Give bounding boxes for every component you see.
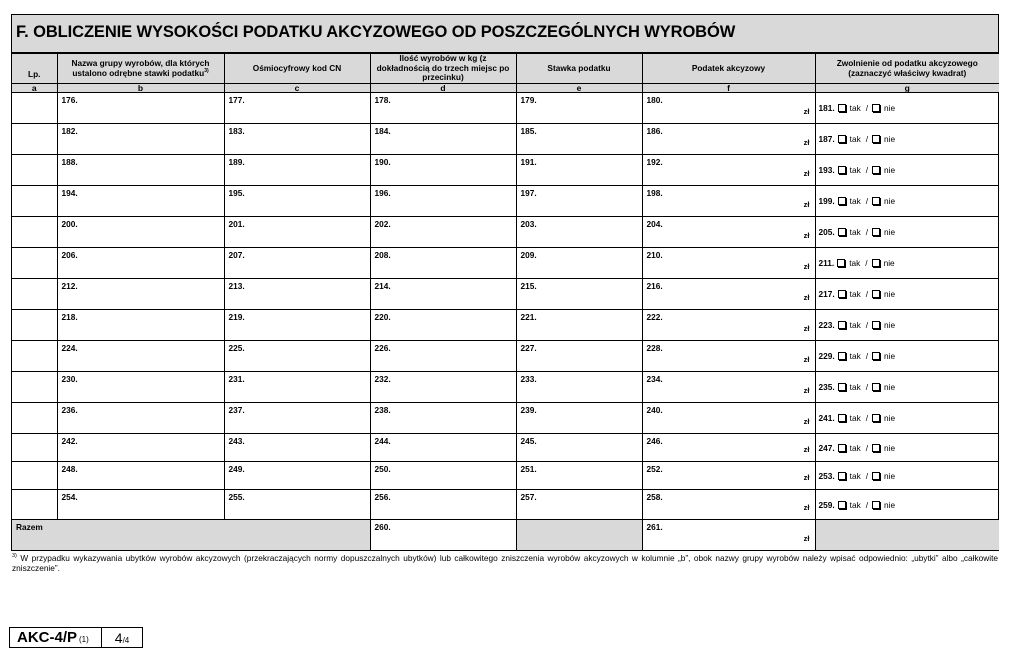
- field-number: 213.: [228, 281, 245, 291]
- checkbox-icon[interactable]: [872, 166, 880, 174]
- field-e[interactable]: [516, 490, 642, 520]
- field-e[interactable]: [516, 310, 642, 341]
- checkbox-icon[interactable]: [838, 352, 846, 360]
- field-c[interactable]: [224, 186, 370, 217]
- field-f[interactable]: [642, 248, 815, 279]
- checkbox-tak[interactable]: tak: [838, 227, 861, 237]
- excise-tax-table: [12, 53, 999, 551]
- lp-cell[interactable]: [12, 372, 57, 403]
- field-number: 204.: [646, 219, 663, 229]
- field-e[interactable]: [516, 434, 642, 462]
- field-number: 209.: [520, 250, 537, 260]
- field-number: 195.: [228, 188, 245, 198]
- header-exemption: Zwolnienie od podatku akcyzowego (zaznaczyć właściwy kwadrat): [815, 54, 999, 84]
- checkbox-icon[interactable]: [838, 166, 846, 174]
- page-number: 4/4: [114, 630, 130, 646]
- field-b[interactable]: [57, 372, 224, 403]
- field-number: 242.: [61, 436, 78, 446]
- field-number: 193.: [818, 165, 835, 175]
- field-e[interactable]: [516, 279, 642, 310]
- checkbox-icon[interactable]: [872, 290, 880, 298]
- table-row: [12, 124, 999, 155]
- field-e[interactable]: [516, 186, 642, 217]
- field-c[interactable]: [224, 279, 370, 310]
- lp-cell[interactable]: [12, 124, 57, 155]
- field-d[interactable]: [370, 93, 516, 124]
- field-g: 247. tak / nie: [815, 434, 999, 462]
- field-number: 225.: [228, 343, 245, 353]
- checkbox-tak[interactable]: tak: [838, 443, 861, 453]
- currency-label: zł: [803, 138, 810, 147]
- field-g: 235. tak / nie: [815, 372, 999, 403]
- checkbox-icon[interactable]: [872, 472, 880, 480]
- field-b[interactable]: [57, 186, 224, 217]
- currency-label: zł: [803, 324, 810, 333]
- field-number: 231.: [228, 374, 245, 384]
- field-g: 193. tak / nie: [815, 155, 999, 186]
- field-number: 241.: [818, 413, 835, 423]
- field-g: 217. tak / nie: [815, 279, 999, 310]
- field-number: 247.: [818, 442, 835, 453]
- field-d[interactable]: [370, 186, 516, 217]
- field-d[interactable]: [370, 462, 516, 490]
- checkbox-tak[interactable]: tak: [838, 320, 861, 330]
- field-g: 187. tak / nie: [815, 124, 999, 155]
- field-d[interactable]: [370, 248, 516, 279]
- checkbox-icon[interactable]: [838, 444, 846, 452]
- lp-cell[interactable]: [12, 490, 57, 520]
- field-g: 223. tak / nie: [815, 310, 999, 341]
- checkbox-icon[interactable]: [838, 414, 846, 422]
- checkbox-icon[interactable]: [872, 104, 880, 112]
- total-label-cell: Razem: [12, 520, 370, 551]
- checkbox-tak[interactable]: tak: [838, 500, 861, 510]
- field-number: 178.: [374, 95, 391, 105]
- field-b[interactable]: [57, 93, 224, 124]
- field-c[interactable]: [224, 93, 370, 124]
- checkbox-icon[interactable]: [872, 228, 880, 236]
- currency-label: zł: [803, 200, 810, 209]
- checkbox-nie[interactable]: nie: [872, 351, 895, 361]
- field-number: 239.: [520, 405, 537, 415]
- header-quantity: Ilość wyrobów w kg (z dokładnością do trzech miejsc po przecinku): [370, 54, 516, 84]
- field-number: 192.: [646, 157, 663, 167]
- column-letter: d: [370, 84, 516, 93]
- field-e[interactable]: [516, 341, 642, 372]
- field-number: 203.: [520, 219, 537, 229]
- checkbox-tak[interactable]: tak: [838, 351, 861, 361]
- field-b[interactable]: [57, 490, 224, 520]
- checkbox-nie[interactable]: nie: [872, 413, 895, 423]
- field-number: 256.: [374, 492, 391, 502]
- lp-cell[interactable]: [12, 403, 57, 434]
- checkbox-nie[interactable]: nie: [872, 320, 895, 330]
- field-f[interactable]: [642, 434, 815, 462]
- field-number: 255.: [228, 492, 245, 502]
- field-c[interactable]: [224, 462, 370, 490]
- checkbox-nie[interactable]: nie: [872, 196, 895, 206]
- field-c[interactable]: [224, 310, 370, 341]
- lp-cell[interactable]: [12, 248, 57, 279]
- checkbox-icon[interactable]: [872, 259, 880, 267]
- field-number: 194.: [61, 188, 78, 198]
- field-number: 230.: [61, 374, 78, 384]
- field-number: 188.: [61, 157, 78, 167]
- currency-label: zł: [803, 231, 810, 240]
- header-cn-code: Ośmiocyfrowy kod CN: [224, 54, 370, 84]
- checkbox-icon[interactable]: [838, 321, 846, 329]
- checkbox-nie[interactable]: nie: [872, 227, 895, 237]
- checkbox-icon[interactable]: [838, 290, 846, 298]
- checkbox-icon[interactable]: [837, 259, 845, 267]
- field-number: 233.: [520, 374, 537, 384]
- field-d[interactable]: [370, 217, 516, 248]
- lp-cell[interactable]: [12, 434, 57, 462]
- field-g: 211. tak / nie: [815, 248, 999, 279]
- field-number: 198.: [646, 188, 663, 198]
- field-f[interactable]: [642, 124, 815, 155]
- field-b[interactable]: [57, 279, 224, 310]
- empty-gray-cell: [815, 520, 999, 551]
- checkbox-icon[interactable]: [838, 197, 846, 205]
- field-number: 248.: [61, 464, 78, 474]
- table-row: [12, 248, 999, 279]
- field-number: 184.: [374, 126, 391, 136]
- checkbox-icon[interactable]: [872, 352, 880, 360]
- table-row: [12, 310, 999, 341]
- field-number: 235.: [818, 382, 835, 392]
- field-g: 229. tak / nie: [815, 341, 999, 372]
- checkbox-icon[interactable]: [838, 135, 846, 143]
- total-row: [12, 520, 999, 551]
- field-e[interactable]: [516, 124, 642, 155]
- field-d[interactable]: [370, 310, 516, 341]
- lp-cell[interactable]: [12, 217, 57, 248]
- field-number: 243.: [228, 436, 245, 446]
- checkbox-icon[interactable]: [838, 383, 846, 391]
- checkbox-icon[interactable]: [872, 501, 880, 509]
- field-number: 257.: [520, 492, 537, 502]
- checkbox-icon[interactable]: [872, 444, 880, 452]
- lp-cell[interactable]: [12, 279, 57, 310]
- field-number: 208.: [374, 250, 391, 260]
- field-number: 212.: [61, 281, 78, 291]
- field-d[interactable]: [370, 403, 516, 434]
- currency-label: zł: [803, 503, 810, 512]
- field-number: 185.: [520, 126, 537, 136]
- field-c[interactable]: [224, 490, 370, 520]
- field-number: 197.: [520, 188, 537, 198]
- field-number: 221.: [520, 312, 537, 322]
- table-row: [12, 186, 999, 217]
- field-f[interactable]: [642, 186, 815, 217]
- field-d[interactable]: [370, 279, 516, 310]
- lp-cell[interactable]: [12, 155, 57, 186]
- field-e[interactable]: [516, 403, 642, 434]
- field-f[interactable]: [642, 462, 815, 490]
- field-c[interactable]: [224, 248, 370, 279]
- checkbox-icon[interactable]: [838, 472, 846, 480]
- header-tax-rate: Stawka podatku: [516, 54, 642, 84]
- column-letter: f: [642, 84, 815, 93]
- field-number: 220.: [374, 312, 391, 322]
- table-row: [12, 217, 999, 248]
- total-tax-field[interactable]: 261. zł: [642, 520, 815, 551]
- form-code-box: [9, 627, 143, 648]
- checkbox-icon[interactable]: [872, 197, 880, 205]
- checkbox-tak[interactable]: tak: [838, 134, 861, 144]
- checkbox-tak[interactable]: tak: [838, 103, 861, 113]
- field-number: 179.: [520, 95, 537, 105]
- field-c[interactable]: [224, 403, 370, 434]
- field-b[interactable]: [57, 434, 224, 462]
- field-number: 191.: [520, 157, 537, 167]
- field-b[interactable]: [57, 310, 224, 341]
- field-number: 236.: [61, 405, 78, 415]
- field-b[interactable]: [57, 248, 224, 279]
- header-lp: Lp.: [12, 54, 57, 84]
- field-b[interactable]: [57, 403, 224, 434]
- field-e[interactable]: [516, 462, 642, 490]
- field-d[interactable]: [370, 341, 516, 372]
- field-number: 244.: [374, 436, 391, 446]
- field-b[interactable]: [57, 462, 224, 490]
- column-letter: g: [815, 84, 999, 93]
- field-e[interactable]: [516, 372, 642, 403]
- field-number: 258.: [646, 492, 663, 502]
- checkbox-tak[interactable]: tak: [838, 165, 861, 175]
- field-number: 238.: [374, 405, 391, 415]
- field-number: 246.: [646, 436, 663, 446]
- field-c[interactable]: [224, 341, 370, 372]
- table-row: [12, 372, 999, 403]
- field-d[interactable]: [370, 434, 516, 462]
- field-number: 176.: [61, 95, 78, 105]
- currency-label: zł: [803, 355, 810, 364]
- field-number: 183.: [228, 126, 245, 136]
- table-row: [12, 279, 999, 310]
- form-code: AKC-4/P (1): [10, 628, 102, 647]
- field-f[interactable]: [642, 372, 815, 403]
- field-e[interactable]: [516, 155, 642, 186]
- table-row: [12, 155, 999, 186]
- field-d[interactable]: [370, 490, 516, 520]
- lp-cell[interactable]: [12, 462, 57, 490]
- field-number: 226.: [374, 343, 391, 353]
- table-row: [12, 93, 999, 124]
- field-number: 219.: [228, 312, 245, 322]
- field-f[interactable]: [642, 490, 815, 520]
- field-g: 259. tak / nie: [815, 490, 999, 520]
- column-letter: b: [57, 84, 224, 93]
- checkbox-icon[interactable]: [872, 321, 880, 329]
- checkbox-icon[interactable]: [872, 383, 880, 391]
- field-number: 199.: [818, 196, 835, 206]
- checkbox-nie[interactable]: nie: [872, 382, 895, 392]
- currency-label: zł: [803, 417, 810, 426]
- section-title: F. OBLICZENIE WYSOKOŚCI PODATKU AKCYZOWEGO OD POSZCZEGÓLNYCH WYROBÓW: [12, 15, 998, 53]
- footnote-ref: 3): [204, 67, 209, 74]
- field-number: 207.: [228, 250, 245, 260]
- section-f-form: [11, 14, 999, 551]
- column-letter: c: [224, 84, 370, 93]
- table-row: [12, 403, 999, 434]
- checkbox-nie[interactable]: nie: [872, 134, 895, 144]
- field-f[interactable]: [642, 403, 815, 434]
- field-number: 232.: [374, 374, 391, 384]
- field-g: 241. tak / nie: [815, 403, 999, 434]
- field-d[interactable]: [370, 155, 516, 186]
- field-number: 259.: [818, 499, 835, 510]
- footnote: $^{3)}$ W przypadku wykazywania ubytków wyrobów akcyzowych (przekraczających normy dopuszczalnych ubytków) lub całkowitego zniszczenia wyrobów akcyzowych w kolumnie „b”, obok nazwy grupy wyrobów należy wpisać odpowiednio: „ubytki” albo „całkowite zniszczenie”.: [12, 553, 998, 573]
- field-g: 199. tak / nie: [815, 186, 999, 217]
- checkbox-tak[interactable]: tak: [837, 258, 860, 268]
- checkbox-tak[interactable]: tak: [838, 289, 861, 299]
- checkbox-icon[interactable]: [838, 501, 846, 509]
- field-number: 227.: [520, 343, 537, 353]
- field-b[interactable]: [57, 217, 224, 248]
- table-row: [12, 434, 999, 462]
- field-g: 253. tak / nie: [815, 462, 999, 490]
- field-number: 190.: [374, 157, 391, 167]
- field-b[interactable]: [57, 124, 224, 155]
- field-number: 224.: [61, 343, 78, 353]
- field-number: 237.: [228, 405, 245, 415]
- field-number: 181.: [818, 103, 835, 113]
- lp-cell[interactable]: [12, 93, 57, 124]
- checkbox-nie[interactable]: nie: [872, 443, 895, 453]
- field-e[interactable]: [516, 93, 642, 124]
- field-f[interactable]: [642, 217, 815, 248]
- table-row: [12, 490, 999, 520]
- field-f[interactable]: [642, 341, 815, 372]
- field-number: 196.: [374, 188, 391, 198]
- field-c[interactable]: [224, 217, 370, 248]
- checkbox-nie[interactable]: nie: [872, 258, 895, 268]
- field-c[interactable]: [224, 155, 370, 186]
- field-number: 202.: [374, 219, 391, 229]
- field-number: 214.: [374, 281, 391, 291]
- currency-label: zł: [803, 262, 810, 271]
- field-number: 211.: [818, 258, 835, 268]
- field-number: 240.: [646, 405, 663, 415]
- field-d[interactable]: [370, 372, 516, 403]
- empty-gray-cell: [516, 520, 642, 551]
- field-number: 187.: [818, 134, 835, 144]
- field-number: 205.: [818, 227, 835, 237]
- field-f[interactable]: [642, 310, 815, 341]
- checkbox-nie[interactable]: nie: [872, 289, 895, 299]
- field-number: 206.: [61, 250, 78, 260]
- field-number: 201.: [228, 219, 245, 229]
- field-c[interactable]: [224, 372, 370, 403]
- currency-label: zł: [803, 386, 810, 395]
- checkbox-icon[interactable]: [838, 104, 846, 112]
- lp-cell[interactable]: [12, 310, 57, 341]
- total-quantity-field[interactable]: 260.: [370, 520, 516, 551]
- field-number: 245.: [520, 436, 537, 446]
- field-number: 222.: [646, 312, 663, 322]
- checkbox-tak[interactable]: tak: [838, 471, 861, 481]
- field-number: 217.: [818, 289, 835, 299]
- field-number: 223.: [818, 320, 835, 330]
- table-row: [12, 341, 999, 372]
- field-d[interactable]: [370, 124, 516, 155]
- checkbox-icon[interactable]: [872, 135, 880, 143]
- field-number: 215.: [520, 281, 537, 291]
- checkbox-tak[interactable]: tak: [838, 413, 861, 423]
- field-number: 251.: [520, 464, 537, 474]
- field-number: 210.: [646, 250, 663, 260]
- checkbox-icon[interactable]: [872, 414, 880, 422]
- field-g: 205. tak / nie: [815, 217, 999, 248]
- column-letter: a: [12, 84, 57, 93]
- field-number: 253.: [818, 470, 835, 481]
- currency-label: zł: [803, 445, 810, 454]
- field-f[interactable]: [642, 279, 815, 310]
- field-number: 189.: [228, 157, 245, 167]
- field-g: 181. tak / nie: [815, 93, 999, 124]
- field-number: 250.: [374, 464, 391, 474]
- field-number: 186.: [646, 126, 663, 136]
- checkbox-nie[interactable]: nie: [872, 471, 895, 481]
- field-number: 182.: [61, 126, 78, 136]
- column-letter: e: [516, 84, 642, 93]
- field-c[interactable]: [224, 124, 370, 155]
- field-number: 216.: [646, 281, 663, 291]
- checkbox-nie[interactable]: nie: [872, 500, 895, 510]
- field-b[interactable]: [57, 341, 224, 372]
- lp-cell[interactable]: [12, 341, 57, 372]
- currency-label: zł: [803, 107, 810, 116]
- field-number: 180.: [646, 95, 663, 105]
- checkbox-tak[interactable]: tak: [838, 196, 861, 206]
- header-excise-tax: Podatek akcyzowy: [642, 54, 815, 84]
- field-number: 249.: [228, 464, 245, 474]
- field-number: 228.: [646, 343, 663, 353]
- lp-cell[interactable]: [12, 186, 57, 217]
- field-number: 234.: [646, 374, 663, 384]
- field-e[interactable]: [516, 248, 642, 279]
- checkbox-tak[interactable]: tak: [838, 382, 861, 392]
- currency-label: zł: [803, 293, 810, 302]
- field-number: 177.: [228, 95, 245, 105]
- field-e[interactable]: [516, 217, 642, 248]
- checkbox-nie[interactable]: nie: [872, 103, 895, 113]
- field-b[interactable]: [57, 155, 224, 186]
- field-number: 252.: [646, 464, 663, 474]
- field-f[interactable]: [642, 93, 815, 124]
- field-f[interactable]: [642, 155, 815, 186]
- checkbox-nie[interactable]: nie: [872, 165, 895, 175]
- field-number: 254.: [61, 492, 78, 502]
- table-row: [12, 462, 999, 490]
- currency-label: zł: [803, 473, 810, 482]
- currency-label: zł: [803, 169, 810, 178]
- field-number: 218.: [61, 312, 78, 322]
- header-product-group: Nazwa grupy wyrobów, dla których ustalono odrębne stawki podatku$^{3)}$: [57, 54, 224, 84]
- field-c[interactable]: [224, 434, 370, 462]
- field-number: 229.: [818, 351, 835, 361]
- checkbox-icon[interactable]: [838, 228, 846, 236]
- field-number: 200.: [61, 219, 78, 229]
